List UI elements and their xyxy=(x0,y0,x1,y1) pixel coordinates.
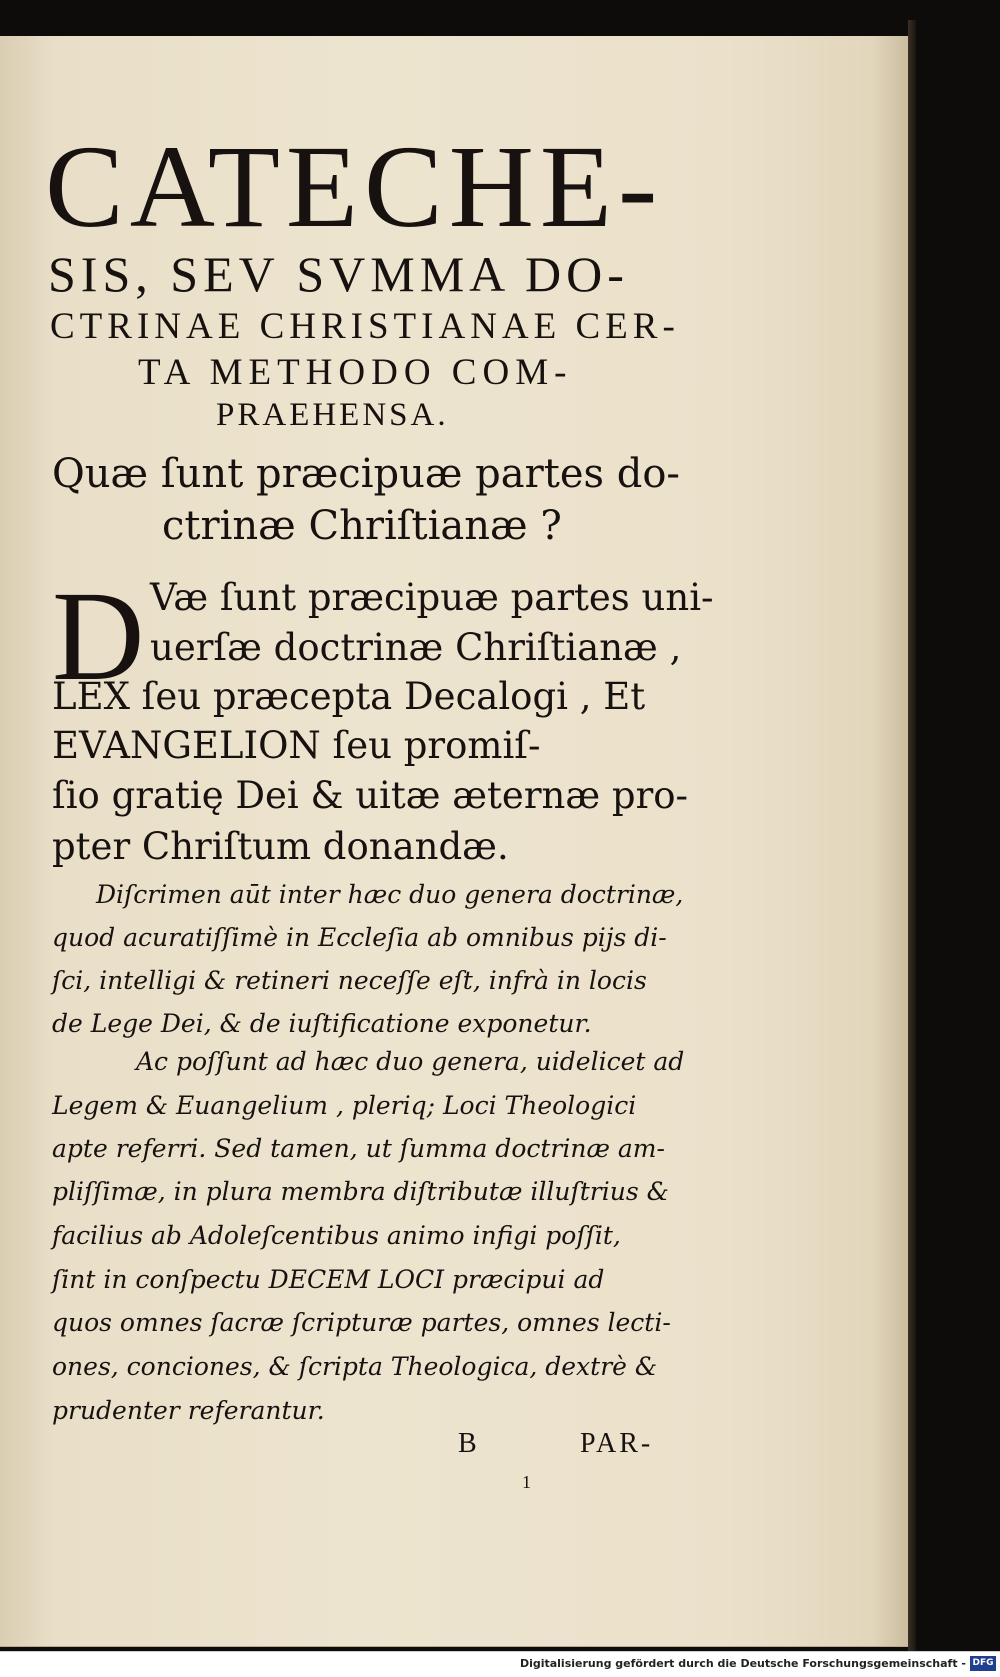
signature-mark: B xyxy=(458,1428,480,1459)
paragraph-line: EVANGELION ſeu promiſ- xyxy=(52,724,541,767)
drop-cap: D xyxy=(52,565,145,707)
italic-line: Legem & Euangelium , pleriq; Loci Theologici xyxy=(52,1091,637,1120)
paragraph-line: pter Chriſtum donandæ. xyxy=(52,825,509,868)
dfg-logo-icon[interactable]: DFG xyxy=(970,1656,996,1671)
italic-line: de Lege Dei, & de iuſtificatione exponetur. xyxy=(52,1009,592,1038)
italic-line: pliſſimæ, in plura membra diſtributæ illuſtrius & xyxy=(52,1177,669,1206)
italic-line: prudenter referantur. xyxy=(52,1396,325,1425)
title-caps-line: SIS, SEV SVMMA DO- xyxy=(48,246,629,302)
book-page xyxy=(0,36,908,1647)
title-caps-line: CTRINAE CHRISTIANAE CER- xyxy=(50,306,680,347)
italic-line: apte referri. Sed tamen, ut ſumma doctrinæ am- xyxy=(52,1134,665,1163)
italic-line: ſci, intelligi & retineri neceſſe eſt, infrà in locis xyxy=(52,966,647,995)
italic-line: Diſcrimen aūt inter hæc duo genera doctrinæ, xyxy=(96,880,684,909)
italic-line: ſint in conſpectu DECEM LOCI præcipui ad xyxy=(52,1265,605,1294)
paragraph-line: uerſæ doctrinæ Chriſtianæ , xyxy=(150,626,682,669)
italic-line: quod acuratiſſimè in Eccleſia ab omnibus pijs di- xyxy=(52,923,667,952)
catchword: PAR- xyxy=(580,1428,654,1459)
title-large: CATECHE- xyxy=(45,121,664,252)
folio-mark: 1 xyxy=(522,1472,531,1492)
paragraph-line: LEX ſeu præcepta Decalogi , Et xyxy=(52,675,646,718)
italic-line: facilius ab Adoleſcentibus animo infigi poſſit, xyxy=(52,1221,621,1250)
paragraph-line: ſio gratię Dei & uitæ æternæ pro- xyxy=(52,774,689,817)
title-caps-line: TA METHODO COM- xyxy=(138,352,573,393)
page-text xyxy=(0,36,908,1646)
question-line: Quæ ſunt præcipuæ partes do- xyxy=(52,451,680,497)
italic-line: ones, conciones, & ſcripta Theologica, dextrè & xyxy=(52,1352,658,1381)
paragraph-line: Væ ſunt præcipuæ partes uni- xyxy=(150,576,714,619)
italic-line: quos omnes ſacræ ſcripturæ partes, omnes lecti- xyxy=(52,1308,671,1337)
footer-credit: Digitalisierung gefördert durch die Deutsche Forschungsgemeinschaft - xyxy=(519,1657,966,1670)
title-caps-line: PRAEHENSA. xyxy=(216,397,449,433)
page-edge-shadow xyxy=(908,20,916,1660)
italic-line: Ac poſſunt ad hæc duo genera, uidelicet ad xyxy=(136,1047,685,1076)
question-line: ctrinæ Chriſtianæ ? xyxy=(162,503,562,549)
digitization-footer xyxy=(0,1651,1000,1677)
